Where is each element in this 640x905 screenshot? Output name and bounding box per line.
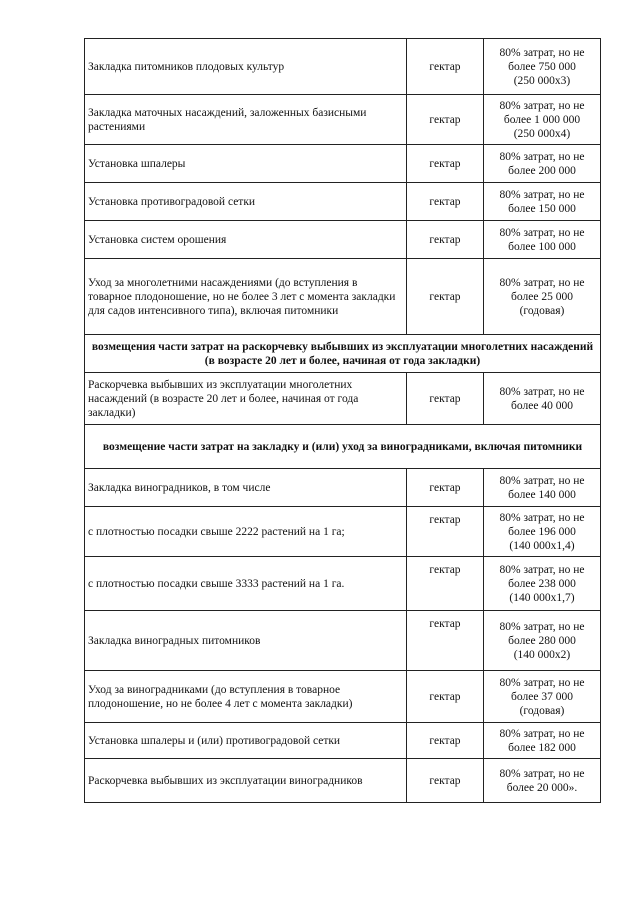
- measure-name: Закладка маточных насаждений, заложенных базисными растениями: [85, 95, 407, 145]
- table-row: [85, 373, 601, 425]
- subsidy-rates-table: [84, 38, 601, 803]
- measure-unit: гектар: [407, 259, 484, 335]
- subsidy-rate-line: более 1 000 000: [503, 113, 581, 126]
- measure-unit: гектар: [407, 469, 484, 507]
- measure-unit: гектар: [407, 759, 484, 803]
- table-row: [85, 507, 601, 557]
- subsidy-rate: [484, 671, 601, 723]
- table-row: [85, 557, 601, 611]
- subsidy-rate: [484, 95, 601, 145]
- subsidy-rate: [484, 259, 601, 335]
- measure-unit: гектар: [407, 611, 484, 671]
- table-row: [85, 671, 601, 723]
- measure-unit: гектар: [407, 39, 484, 95]
- subsidy-rate: [484, 183, 601, 221]
- measure-name: Установка систем орошения: [85, 221, 407, 259]
- subsidy-rate-line: 80% затрат, но не: [499, 46, 585, 59]
- table-row: [85, 469, 601, 507]
- table-row: [85, 221, 601, 259]
- subsidy-rate-line: 80% затрат, но не: [499, 474, 585, 487]
- measure-name: с плотностью посадки свыше 2222 растений на 1 га;: [85, 507, 407, 557]
- subsidy-rate-line: 80% затрат, но не: [499, 226, 585, 239]
- measure-unit: гектар: [407, 183, 484, 221]
- subsidy-rate: [484, 469, 601, 507]
- table-row: [85, 723, 601, 759]
- measure-unit: гектар: [407, 221, 484, 259]
- measure-name: Установка противоградовой сетки: [85, 183, 407, 221]
- subsidy-rate-line: более 40 000: [511, 399, 573, 412]
- table-row: [85, 259, 601, 335]
- subsidy-rate: [484, 723, 601, 759]
- subsidy-rate-line: (250 000х3): [513, 74, 571, 87]
- subsidy-rate-line: 80% затрат, но не: [499, 188, 585, 201]
- subsidy-rate-line: более 200 000: [508, 164, 576, 177]
- document-page: [84, 38, 600, 803]
- subsidy-rate: [484, 221, 601, 259]
- table-body: [85, 39, 601, 803]
- subsidy-rate-line: более 182 000: [508, 741, 576, 754]
- table-row: [85, 39, 601, 95]
- measure-name: Установка шпалеры и (или) противоградовой сетки: [85, 723, 407, 759]
- subsidy-rate-line: (годовая): [519, 704, 565, 717]
- measure-unit: гектар: [407, 507, 484, 557]
- subsidy-rate-line: 80% затрат, но не: [499, 676, 585, 689]
- measure-name: Установка шпалеры: [85, 145, 407, 183]
- subsidy-rate: [484, 507, 601, 557]
- measure-unit: гектар: [407, 671, 484, 723]
- subsidy-rate-line: более 150 000: [508, 202, 576, 215]
- measure-name: Закладка виноградников, в том числе: [85, 469, 407, 507]
- section-title: возмещение части затрат на закладку и (или) уход за виноградниками, включая питомники: [85, 425, 601, 469]
- table-row: [85, 95, 601, 145]
- measure-name: Закладка виноградных питомников: [85, 611, 407, 671]
- subsidy-rate-line: (250 000х4): [513, 127, 571, 140]
- subsidy-rate-line: 80% затрат, но не: [499, 563, 585, 576]
- subsidy-rate: [484, 759, 601, 803]
- measure-name: Закладка питомников плодовых культур: [85, 39, 407, 95]
- section-title: возмещения части затрат на раскорчевку выбывших из эксплуатации многолетних насаждений (в возрасте 20 лет и более, начиная от года закладки): [85, 335, 601, 373]
- subsidy-rate-line: 80% затрат, но не: [499, 276, 585, 289]
- measure-name: Раскорчевка выбывших из эксплуатации многолетних насаждений (в возрасте 20 лет и более, начиная от года закладки): [85, 373, 407, 425]
- subsidy-rate: [484, 557, 601, 611]
- measure-name: Раскорчевка выбывших из эксплуатации виноградников: [85, 759, 407, 803]
- measure-name: Уход за многолетними насаждениями (до вступления в товарное плодоношение, но не более 3 лет с момента закладки для садов интенсивного типа), включая питомники: [85, 259, 407, 335]
- table-row: [85, 183, 601, 221]
- subsidy-rate-line: (годовая): [519, 304, 565, 317]
- subsidy-rate-line: 80% затрат, но не: [499, 511, 585, 524]
- table-row: [85, 611, 601, 671]
- subsidy-rate: [484, 611, 601, 671]
- measure-unit: гектар: [407, 373, 484, 425]
- measure-unit: гектар: [407, 557, 484, 611]
- subsidy-rate-line: более 196 000: [508, 525, 576, 538]
- subsidy-rate-line: (140 000х2): [513, 648, 571, 661]
- measure-name: с плотностью посадки свыше 3333 растений на 1 га.: [85, 557, 407, 611]
- subsidy-rate-line: более 20 000».: [506, 781, 578, 794]
- subsidy-rate-line: более 750 000: [508, 60, 576, 73]
- subsidy-rate-line: 80% затрат, но не: [499, 767, 585, 780]
- subsidy-rate-line: более 140 000: [508, 488, 576, 501]
- subsidy-rate-line: более 25 000: [511, 290, 573, 303]
- measure-name: Уход за виноградниками (до вступления в товарное плодоношение, но не более 4 лет с момента закладки): [85, 671, 407, 723]
- measure-unit: гектар: [407, 145, 484, 183]
- subsidy-rate-line: более 238 000: [508, 577, 576, 590]
- subsidy-rate-line: более 100 000: [508, 240, 576, 253]
- measure-unit: гектар: [407, 95, 484, 145]
- subsidy-rate-line: (140 000х1,7): [509, 591, 575, 604]
- subsidy-rate: [484, 39, 601, 95]
- section-header-row: [85, 425, 601, 469]
- subsidy-rate-line: более 280 000: [508, 634, 576, 647]
- subsidy-rate-line: 80% затрат, но не: [499, 727, 585, 740]
- subsidy-rate-line: 80% затрат, но не: [499, 620, 585, 633]
- subsidy-rate-line: 80% затрат, но не: [499, 385, 585, 398]
- table-row: [85, 759, 601, 803]
- subsidy-rate: [484, 373, 601, 425]
- subsidy-rate-line: 80% затрат, но не: [499, 150, 585, 163]
- subsidy-rate-line: более 37 000: [511, 690, 573, 703]
- section-header-row: [85, 335, 601, 373]
- subsidy-rate-line: (140 000х1,4): [509, 539, 575, 552]
- table-row: [85, 145, 601, 183]
- measure-unit: гектар: [407, 723, 484, 759]
- subsidy-rate-line: 80% затрат, но не: [499, 99, 585, 112]
- subsidy-rate: [484, 145, 601, 183]
